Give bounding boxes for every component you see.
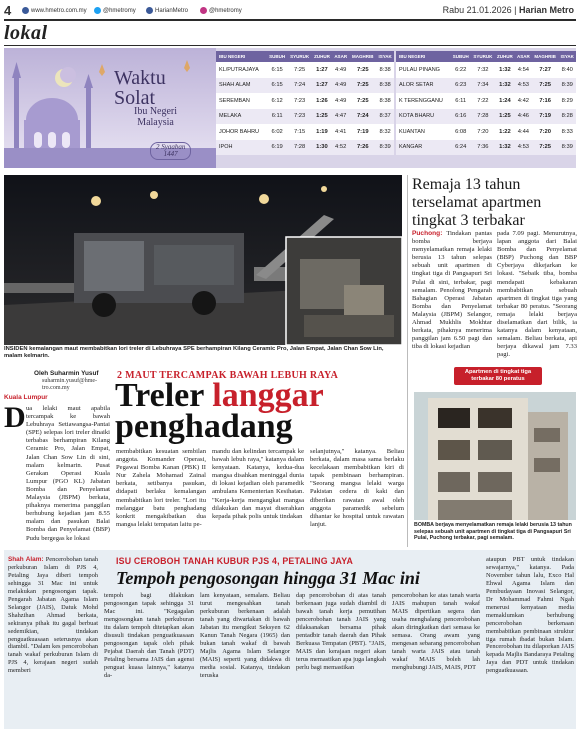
social-label: HarianMetro [155,7,189,14]
prayer-location: SHAH ALAM [216,78,267,94]
prayer-time: 4:49 [332,93,349,109]
prayer-time: 6:11 [450,93,470,109]
prayer-time: 4:54 [515,62,532,78]
prayer-time: 8:38 [376,78,394,94]
prayer-time: 6:19 [267,140,288,156]
prayer-time: 7:19 [532,109,559,125]
prayer-time: 7:28 [471,109,495,125]
prayer-time: 4:52 [332,140,349,156]
section-title: lokal [4,22,48,44]
prayer-row [396,93,576,109]
page-number: 4 [4,3,12,18]
publication-name: Harian Metro [518,5,574,15]
headline-word-2: langgar [212,377,324,414]
prayer-column-header: ZUHUR [495,51,515,62]
bottom-column-5: pencerobohan ke atas tanah warta JAIS mahupun tanah wakaf MAIS dipertikan segera dan usaha menghalang pencerobohan akan diringkatkan dari semasa ke semasa. Orang awam yang mengesan sebarang pencerobohan tanah warta JAIS atau tanah wakaf MAIS boleh lah menghubungi JAIS, MAIS, PDT [392,592,480,671]
prayer-subtitle-line1: Ibu Negeri [134,106,178,117]
prayer-row [396,109,576,125]
apartment-photo-label: Apartmen di tingkat tiga terbakar 80 peratus [454,367,542,385]
main-column-4: selanjutnya," katanya. Beliau berkata, dalam masa sama berlaku kecelakaan membabitkan kiri di tapak pembinaan berhampiran. "Seorang mangsa lelaki warga Pakistan cedera di kaki dan diberikan rawatan awal oleh anggota paramedik sebelum dihantar ke hospital untuk rawatan lanjut. [310,448,404,528]
apartment-column-1 [412,230,492,351]
main-dateline: Kuala Lumpur [4,394,48,401]
author-email [42,378,97,392]
prayer-time: 6:16 [450,109,470,125]
prayer-time: 1:19 [312,124,332,140]
bottom-dateline: Shah Alam: [8,556,44,563]
bottom-headline: Tempoh pengosongan hingga 31 Mac ini [116,568,420,588]
prayer-time: 8:32 [376,124,394,140]
prayer-time: 7:20 [532,124,559,140]
prayer-time: 7:32 [471,62,495,78]
prayer-location: KL/PUTRAJAYA [216,62,267,78]
prayer-time: 7:26 [349,140,376,156]
prayer-time: 4:49 [332,78,349,94]
prayer-time: 8:28 [559,109,576,125]
prayer-time: 6:15 [267,62,288,78]
header-rule [4,19,576,21]
author-name: Oleh Suharmin Yusuf [34,370,99,377]
prayer-row [396,62,576,78]
prayer-time: 7:22 [471,93,495,109]
prayer-time: 1:24 [495,93,515,109]
headline-word-1: Treler [115,377,213,414]
prayer-time: 7:28 [288,140,312,156]
apartment-photo [414,392,576,520]
prayer-time: 6:24 [450,140,470,156]
apartment-dateline: Puchong: [412,230,443,237]
prayer-time: 6:15 [267,78,288,94]
prayer-time: 4:49 [332,62,349,78]
main-column-3: mandu dan kelindan tercampak ke bawah lebuh raya," katanya dalam kenyataan. Katanya, kedua-dua mangsa disahkan meninggal dunia di lokasi kejadian oleh paramedik ambulans Kementerian Kesihatan. "Kerja-kerja mengangkat mangsa dilakukan dan mayat diserahkan kepada pihak polis untuk tindakan [212,448,304,520]
prayer-column-header: ISYAK [559,51,576,62]
hijri-year: 1447 [163,150,178,158]
prayer-time: 7:23 [288,93,312,109]
prayer-column-header: IBU NEGERI [396,51,450,62]
prayer-time: 6:22 [450,62,470,78]
prayer-row [216,140,394,156]
prayer-time: 1:25 [495,109,515,125]
prayer-column-header: ISYAK [376,51,394,62]
prayer-time: 1:25 [312,109,332,125]
social-facebook [146,7,188,14]
author-email-line2: tro.com.my [42,385,70,391]
headline-line-2: penghadang [115,408,293,445]
prayer-time: 1:32 [495,62,515,78]
prayer-location: SEREMBAN [216,93,267,109]
bottom-text-1: Pencerobohan tanah perkuburan Islam di PJS 4, Petaling Jaya diberi tempoh sehingga 31 Mac ini untuk melakukan pengosongan tapak. Pengarah Jabatan Agama Islam Selangor (JAIS), Datuk Mohd Shahzihan Ahmad berkata, sekiranya pihak itu gagal berbuat sedemikian, tindakan penguatkuasaan seterusnya akan diambil. "Dalam kes pencerobohan tanah wakaf perkuburan Islam di PJS 4, kerajaan negeri sudah memberi [8,556,98,675]
facebook-icon [146,7,153,14]
prayer-time: 7:25 [288,62,312,78]
prayer-time: 4:53 [515,78,532,94]
prayer-time: 8:37 [376,109,394,125]
prayer-time: 7:19 [349,124,376,140]
bottom-kicker: ISU CEROBOH TANAH KUBUR PJS 4, PETALING JAYA [116,556,354,566]
column-divider [407,175,408,547]
date-text: Rabu 21.01.2026 [442,5,512,15]
author-email-line1: suharmin.yusuf@hme- [42,378,98,384]
prayer-time: 1:30 [312,140,332,156]
prayer-time: 8:39 [376,140,394,156]
social-website [22,7,87,14]
main-kicker: 2 MAUT TERCAMPAK BAWAH LEBUH RAYA [117,370,339,381]
prayer-row [396,78,576,94]
instagram-icon [200,7,207,14]
prayer-column-header: SYURUK [288,51,312,62]
main-column-2: membabitkan kesuatan sembilan anggota. Komander Operasi, Pegawai Bomba Kanan (PBK) II Nur Zahela Mohamad Zainal berkata, setibanya pasukan, didapati berlaku kemalangan membabitkan lori treler. "Lori itu melanggar batu penghadang konkrit mengakibatkan dua mangsa lelaki tempatan laitu pe- [116,448,206,528]
prayer-time: 7:23 [288,109,312,125]
apartment-headline: Remaja 13 tahun terselamat apartmen tingkat 3 terbakar [412,176,542,229]
prayer-time: 8:29 [559,93,576,109]
social-instagram [200,7,242,14]
twitter-icon [94,7,101,14]
prayer-time: 7:25 [532,140,559,156]
social-label: www.hmetro.com.my [31,7,87,14]
prayer-time: 1:26 [312,93,332,109]
prayer-time: 7:24 [288,78,312,94]
hijri-date [150,142,191,160]
accident-photo [4,175,402,345]
social-twitter [94,7,136,14]
prayer-time: 7:24 [349,109,376,125]
prayer-time: 7:27 [532,62,559,78]
prayer-column-header: SUBUH [267,51,288,62]
prayer-column-header: IBU NEGERI [216,51,267,62]
prayer-time: 6:02 [267,124,288,140]
prayer-row [216,62,394,78]
prayer-time: 7:34 [471,78,495,94]
prayer-time: 4:47 [332,109,349,125]
prayer-time: 7:25 [349,62,376,78]
prayer-column-header: ZUHUR [312,51,332,62]
main-text-1: ua lelaki maut apabila tercampak ke bawah Lebuhraya Setiawangsa-Pantai (SPE) selepas lori treler dinaiki terbabas berhampiran Kilang Ceramic Pro, Jalan Empat, Jalan Chan Sow Lin di sini, malam kelmarin. Pusat Gerakan Operasi Kuala Lumpur (PGO KL) Jabatan Bomba dan Penyelamat Malaysia (JBPM) berkata, pihaknya menerima panggilan berhubung kejadian jam 8.55 malam dan pasukan Balai Bomba dan Penyelamat (BBP) Pudu bergegas ke lokasi [26,405,110,542]
bottom-column-4: dap pencerobohan di atas tanah berkenaan juga sudah diambil di bawah tanah kerja pemutihan pencerobohan tanah JAIS yang dilaksanakan bersama pihak pentadbir tanah daerah dan Pihak Berkuasa Tempatan (PBT). "JAIS, MAIS dan kerajaan negeri akan terus memastikan apa juga langkah perlu bagi memastikan [296,592,386,671]
prayer-time: 4:42 [515,93,532,109]
prayer-subtitle [134,106,177,128]
trailer-crash-image [4,175,402,345]
prayer-time: 8:38 [376,62,394,78]
prayer-row [216,124,394,140]
prayer-time: 7:25 [532,78,559,94]
photo-caption: INSIDEN kemalangan maut membabitkan lori treler di Lebuhraya SPE berhampiran Kilang Ceramic Pro, Jalan Empat, Jalan Chan Sow Lin, malam kelmarin. [4,346,384,359]
apartment-text-1: Tindakan pantas bomba berjaya menyelamatkan remaja lelaki berusia 13 tahun selepas sebuah unit apartmen di tingkat tiga di Pangsapuri Sri Pulai di sini, terbakar, pagi semalam. Penolong Pengarah Bahagian Operasi Jabatan Bomba dan Penyelamat Malaysia (JBPM) Selangor, Ahmad Mukhlis Mokhtar berkata, pihaknya menerima panggilan jam 6.50 pagi dan tiba di lokasi kejadian [412,230,492,351]
prayer-time: 8:39 [559,78,576,94]
prayer-time: 7:25 [349,78,376,94]
prayer-row [216,109,394,125]
prayer-location: MELAKA [216,109,267,125]
prayer-title-line2: Solat [114,87,156,109]
prayer-time: 8:38 [376,93,394,109]
prayer-time: 8:40 [559,62,576,78]
bottom-column-1 [8,556,98,675]
prayer-location: KUANTAN [396,124,450,140]
prayer-location: KOTA BHARU [396,109,450,125]
apartment-caption: BOMBA berjaya menyelamatkan remaja lelaki berusia 13 tahun selepas sebuah unit apartmen di tingkat tiga di Pangsapuri Sri Pulai, Puchong terbakar, pagi semalam. [414,522,572,542]
prayer-time: 1:27 [312,78,332,94]
prayer-time: 1:27 [312,62,332,78]
apartment-building-image [414,392,576,520]
prayer-time: 8:33 [559,124,576,140]
prayer-time: 7:16 [532,93,559,109]
prayer-location: JOHOR BAHRU [216,124,267,140]
prayer-time: 6:23 [450,78,470,94]
bottom-column-2: tempoh bagi dilakukan pengosongan tapak sehingga 31 Mac ini. "Kegagalan mengosongkan tanah perkuburan itu dalam tempoh ditetapkan akan disusuli tindakan penguatkuasaan pengosongan tapak oleh pihak Pejabat Daerah dan Tanah (PDT) Petaling bersama JAIS dan agensi penguat kuasa lainnya," katanya da- [104,592,194,679]
prayer-column-header: SUBUH [450,51,470,62]
issue-date: Rabu 21.01.2026 | Harian Metro [442,5,574,15]
prayer-subtitle-line2: Malaysia [137,117,174,128]
prayer-column-header: ASAR [332,51,349,62]
main-column-1-top [26,405,110,543]
prayer-time: 8:39 [559,140,576,156]
prayer-title [114,68,166,108]
social-label: @hmetromy [103,7,136,14]
bottom-column-6: ataupun PBT untuk tindakan sewajarnya," katanya. Pada November tahun lalu, Exco Hal Ehwal Agama Islam dan Pembudayaan Inovasi Selangor, Dr Mohammad Fahmi Ngah menerusi kenyataan media memaklumkan berhubung pencerobohan berkenaan membabitkan pembinaan struktur tiga rumah ibadat bukan Islam. Pencerobohan itu dilaporkan JAIS kepada Majlis Bandaraya Petaling Jaya dan PDT untuk tindakan penguatkuasaan. [486,556,574,675]
prayer-table-left [216,51,394,155]
prayer-location: K TERENGGANU [396,93,450,109]
apartment-column-2: pada 7.09 pagi. Menurutnya, lapan anggota dari Balai Bomba dan Penyelamat (BBP) Puchong dan BBP Cyberjaya dikejarkan ke lokasi. "Sebaik tiba, bomba mendapati kebakaran membabitkan sebuah apartmen di tingkat tiga yang terbakar 80 peratus. "Seorang remaja lelaki berjaya diselamatkan dari bilik, ia katanya dalam kenyataan, semalam. Beliau berkata, api berjaya dikawal jam 7.33 pagi. [497,230,577,359]
bottom-column-3: lam kenyataan, semalam. Beliau turut mengesahkan tanah perkuburan berkenaan adalah tanah yang diwartakan di bawah Jabatan itu mengikut Seksyen 62 Kanun Tanah Negara (1965) dan bukan tanah wakaf di bawah Majlis Agama Islam Selangor (MAIS) seperti yang didakwa di media sosial. Katanya, tindakan teruska [200,592,290,679]
prayer-row [396,124,576,140]
prayer-time: 4:44 [515,124,532,140]
prayer-column-header: ASAR [515,51,532,62]
prayer-time: 7:15 [288,124,312,140]
social-label: @hmetromy [209,7,242,14]
prayer-column-header: MAGHRIB [532,51,559,62]
prayer-times-panel [4,48,576,168]
prayer-time: 4:53 [515,140,532,156]
prayer-time: 7:36 [471,140,495,156]
prayer-table-right [396,51,576,155]
prayer-column-header: MAGHRIB [349,51,376,62]
prayer-location: PULAU PINANG [396,62,450,78]
prayer-title-line1: Waktu [114,67,166,89]
prayer-time: 1:22 [495,124,515,140]
prayer-row [396,140,576,156]
prayer-column-header: SYURUK [471,51,495,62]
prayer-location: IPOH [216,140,267,156]
prayer-row [216,78,394,94]
main-headline [115,377,405,445]
prayer-time: 7:25 [349,93,376,109]
prayer-row [216,93,394,109]
prayer-time: 1:32 [495,140,515,156]
section-rule [4,45,576,46]
prayer-time: 7:20 [471,124,495,140]
hijri-day: 2 Syaaban [156,143,186,151]
prayer-time: 4:41 [332,124,349,140]
dropcap: D [4,401,26,434]
prayer-location: ALOR SETAR [396,78,450,94]
prayer-time: 1:32 [495,78,515,94]
globe-icon [22,7,29,14]
prayer-time: 4:46 [515,109,532,125]
prayer-time: 6:12 [267,93,288,109]
prayer-time: 6:11 [267,109,288,125]
prayer-time: 6:08 [450,124,470,140]
prayer-location: KANGAR [396,140,450,156]
